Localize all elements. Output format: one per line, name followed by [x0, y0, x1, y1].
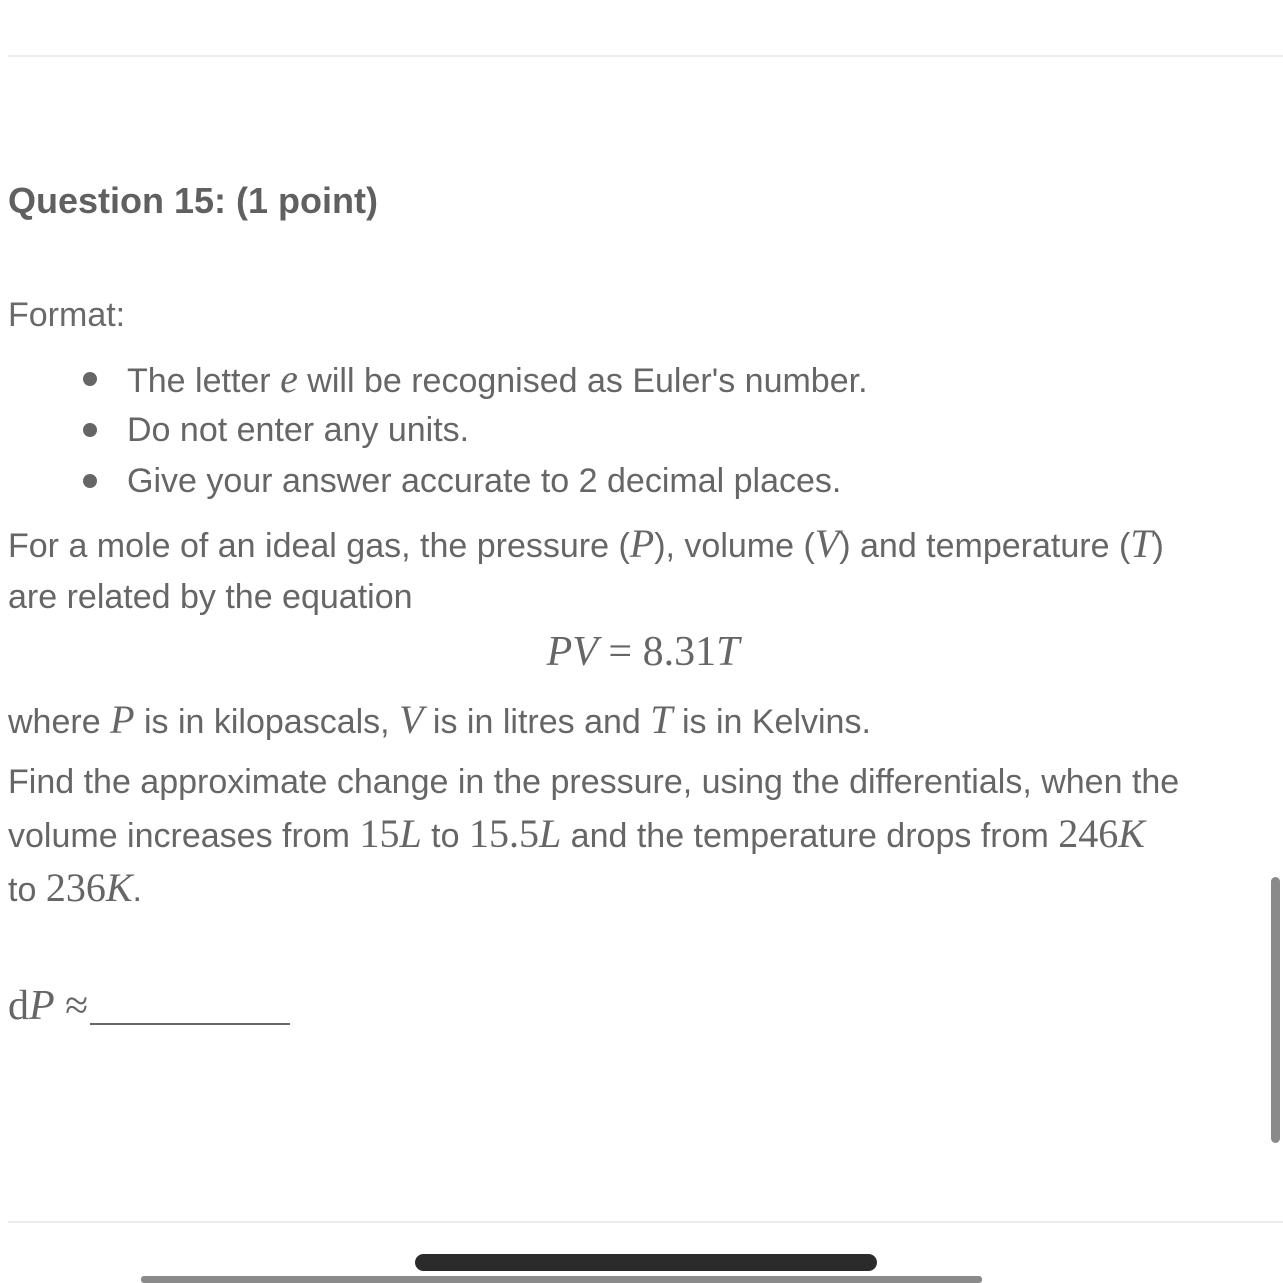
text-run: ), volume (	[654, 527, 815, 565]
math-unit: K	[105, 865, 133, 910]
math-e: e	[280, 356, 298, 401]
eq-var: T	[716, 629, 740, 675]
bullet-dot-icon	[83, 423, 97, 437]
format-bullet-euler	[8, 358, 868, 409]
top-divider	[8, 55, 1283, 57]
math-number: 15	[359, 811, 400, 856]
text-run: )	[1152, 527, 1164, 565]
text-run: to	[8, 871, 46, 909]
text-run: is in litres and	[423, 703, 651, 741]
find-line-2	[8, 808, 1270, 862]
text-run: where	[8, 703, 111, 741]
math-P: P	[629, 521, 655, 566]
gas-law-equation	[8, 628, 1278, 676]
format-bullet-units	[8, 409, 868, 460]
text-run: to	[421, 817, 469, 855]
bullet-text: will be recognised as Euler's number.	[297, 362, 868, 400]
answer-approx-symbol: ≈	[54, 983, 89, 1029]
eq-constant: 8.31	[642, 629, 717, 675]
find-line-3	[8, 862, 1270, 916]
home-indicator[interactable]	[415, 1254, 877, 1271]
problem-statement	[8, 757, 1270, 916]
units-description	[8, 694, 1270, 748]
problem-intro	[8, 518, 1270, 623]
math-number: 236	[45, 865, 106, 910]
format-bullet-decimals	[8, 460, 868, 511]
find-line-1: Find the approximate change in the pressure, using the differentials, when the	[8, 763, 1180, 801]
math-T: T	[650, 697, 673, 742]
text-run: is in Kelvins.	[672, 703, 871, 741]
eq-operator: =	[597, 629, 643, 675]
text-run: .	[132, 871, 142, 909]
intro-line-2: are related by the equation	[8, 578, 413, 616]
math-number: 246	[1058, 811, 1119, 856]
math-unit: K	[1118, 811, 1145, 856]
math-P: P	[110, 697, 135, 742]
answer-var: P	[29, 983, 55, 1029]
text-run: For a mole of an ideal gas, the pressure (	[8, 527, 630, 565]
math-number: 15.5	[468, 811, 539, 856]
horizontal-scrollbar[interactable]	[141, 1276, 982, 1283]
bullet-text: Do not enter any units.	[127, 411, 470, 449]
units-line	[8, 694, 1270, 748]
bullet-text: The letter	[127, 362, 281, 400]
format-label: Format:	[8, 296, 126, 334]
math-V: V	[399, 697, 424, 742]
answer-blank-input[interactable]	[90, 983, 290, 1025]
question-title: Question 15: (1 point)	[8, 180, 379, 221]
bullet-dot-icon	[83, 474, 97, 488]
text-run: and the temperature drops from	[561, 817, 1059, 855]
eq-lhs: PV	[546, 629, 598, 675]
math-V: V	[814, 521, 840, 566]
text-run: is in kilopascals,	[134, 703, 400, 741]
answer-d: d	[8, 983, 29, 1029]
answer-row	[8, 982, 290, 1030]
bottom-divider	[8, 1221, 1283, 1223]
math-unit: L	[399, 811, 422, 856]
math-T: T	[1130, 521, 1153, 566]
math-unit: L	[538, 811, 562, 856]
vertical-scrollbar[interactable]	[1271, 877, 1280, 1143]
bullet-dot-icon	[83, 372, 97, 386]
bullet-text: Give your answer accurate to 2 decimal places.	[127, 462, 842, 500]
intro-line-1	[8, 518, 1270, 572]
text-run: volume increases from	[8, 817, 360, 855]
format-list	[8, 358, 868, 511]
text-run: ) and temperature (	[839, 527, 1131, 565]
